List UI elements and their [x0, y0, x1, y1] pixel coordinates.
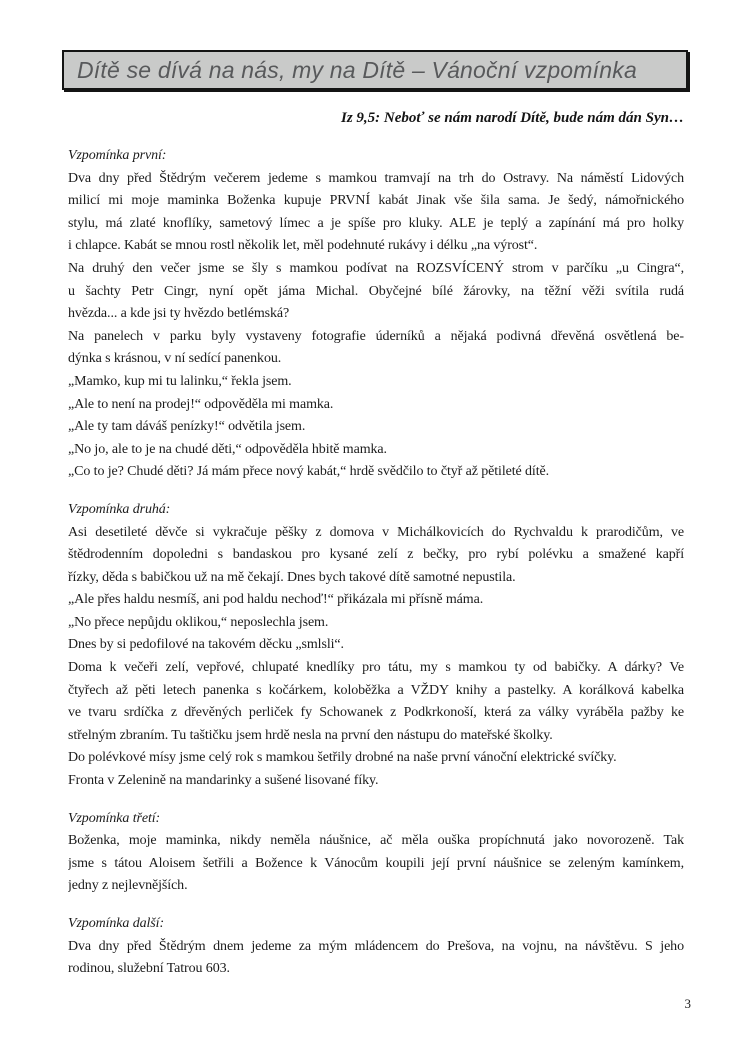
page-number: 3	[684, 996, 691, 1011]
paragraph-line: Do polévkové mísy jsme celý rok s mamkou šetřily drobné na naše první vánoční elektrické svíčky.	[68, 750, 617, 766]
paragraph-line: Fronta v Zelenině na mandarinky a sušené lisované fíky.	[68, 773, 379, 789]
paragraph-line: střelným zbraním. Tu taštičku jsem hrdě nesla na první den nástupu do mateřské školky.	[68, 727, 553, 743]
paragraph-line: jedny z nejlevnějších.	[68, 878, 188, 894]
paragraph-line: Dva dny před Štědrým večerem jedeme s mamkou tramvají na trh do Ostravy. Na náměstí Lidových	[68, 170, 684, 186]
section-heading: Vzpomínka další:	[68, 916, 165, 931]
paragraph-line: Dnes by si pedofilové na takovém děcku „smlsli“.	[68, 637, 344, 653]
paragraph-line: dýnka s krásnou, v ní sedící panenkou.	[68, 351, 282, 367]
paragraph-line: „No jo, ale to je na chudé děti,“ odpověděla hbitě mamka.	[68, 441, 387, 457]
paragraph-line: ve tvaru srdíčka z dřevěných perliček fy Schowanek z Podkrkonoší, která za války vyráběla pažby ke	[68, 705, 684, 721]
paragraph-line: Na druhý den večer jsme se šly s mamkou podívat na ROZSVÍCENÝ strom v parčíku „u Cingra“,	[68, 260, 684, 276]
paragraph-line: Dva dny před Štědrým dnem jedeme za mým mládencem do Prešova, na vojnu, na návštěvu. S jeho	[68, 938, 684, 954]
document-title-banner	[62, 50, 688, 90]
paragraph-line: „Ale přes haldu nesmíš, ani pod haldu nechoď!“ přikázala mi přísně máma.	[68, 592, 484, 608]
paragraph-line: milicí mi moje maminka Boženka kupuje PRVNÍ kabát Jinak vše šila sama. Je šedý, námořnického	[68, 193, 684, 209]
paragraph-line: „Ale ty tam dáváš penízky!“ odvětila jsem.	[68, 419, 306, 435]
page-title: Dítě se dívá na nás, my na Dítě – Vánoční vzpomínka	[77, 56, 637, 83]
paragraph-line: stylu, má zlaté knoflíky, sametový límec a je spíše pro kluky. ALE je teplý a zapínání má pro holky	[68, 215, 684, 231]
paragraph-line: Asi desetileté děvče si vykračuje pěšky z domova v Michálkovicích do Rychvaldu k prarodičům, ve	[68, 524, 684, 540]
scripture-quote: Iz 9,5: Neboť se nám narodí Dítě, bude nám dán Syn…	[340, 110, 684, 126]
paragraph-line: „No přece nepůjdu oklikou,“ neposlechla jsem.	[68, 614, 329, 630]
document-body	[68, 145, 684, 981]
paragraph-line: Na panelech v parku byly vystaveny fotografie úderníků a nějaká podivná dřevěná osvětlená be-	[68, 328, 684, 344]
paragraph-line: rodinou, služební Tatrou 603.	[68, 961, 230, 977]
paragraph-line: jsme s tátou Aloisem šetřili a Božence k Vánocům koupili její první náušnice se zeleným kamínkem,	[68, 855, 684, 871]
paragraph-line: „Co to je? Chudé děti? Já mám přece nový kabát,“ hrdě svědčilo to čtyř až pětileté dítě.	[68, 464, 550, 480]
section-heading: Vzpomínka druhá:	[68, 501, 171, 517]
section-heading: Vzpomínka třetí:	[68, 810, 161, 826]
paragraph-line: hvězda... a kde jsi ty hvězdo betlémská?	[68, 306, 290, 322]
paragraph-line: „Ale to není na prodej!“ odpověděla mi mamka.	[68, 396, 334, 412]
paragraph-line: u šachty Petr Cingr, nyní opět jáma Michal. Obyčejné bílé žárovky, na těžní věži svítila rudá	[68, 283, 684, 299]
paragraph-line: Doma k večeři zelí, vepřové, chlupaté knedlíky pro tátu, my s mamkou ty od babičky. A dárky? Ve	[68, 660, 684, 676]
section-heading: Vzpomínka první:	[68, 148, 167, 163]
paragraph-line: řízky, děda s babičkou už na mě čekají. Dnes bych takové dítě samotné nepustila.	[68, 569, 516, 585]
paragraph-line: Boženka, moje maminka, nikdy neměla náušnice, ač měla ouška propíchnutá jako novorozeně. Tak	[68, 833, 684, 849]
paragraph-line: „Mamko, kup mi tu lalinku,“ řekla jsem.	[68, 373, 292, 389]
paragraph-line: štědrodenním dopoledni s bandaskou pro kysané zelí z bečky, pro rybí polévku a smažené kapří	[68, 547, 684, 563]
paragraph-line: čtyřech až pěti letech panenka s kočárkem, koloběžka a VŽDY knihy a pastelky. A korálková kabelka	[68, 682, 684, 698]
paragraph-line: i chlapce. Kabát se mnou rostl několik let, měl podehnuté rukávy i délku „na výrost“.	[68, 238, 538, 254]
